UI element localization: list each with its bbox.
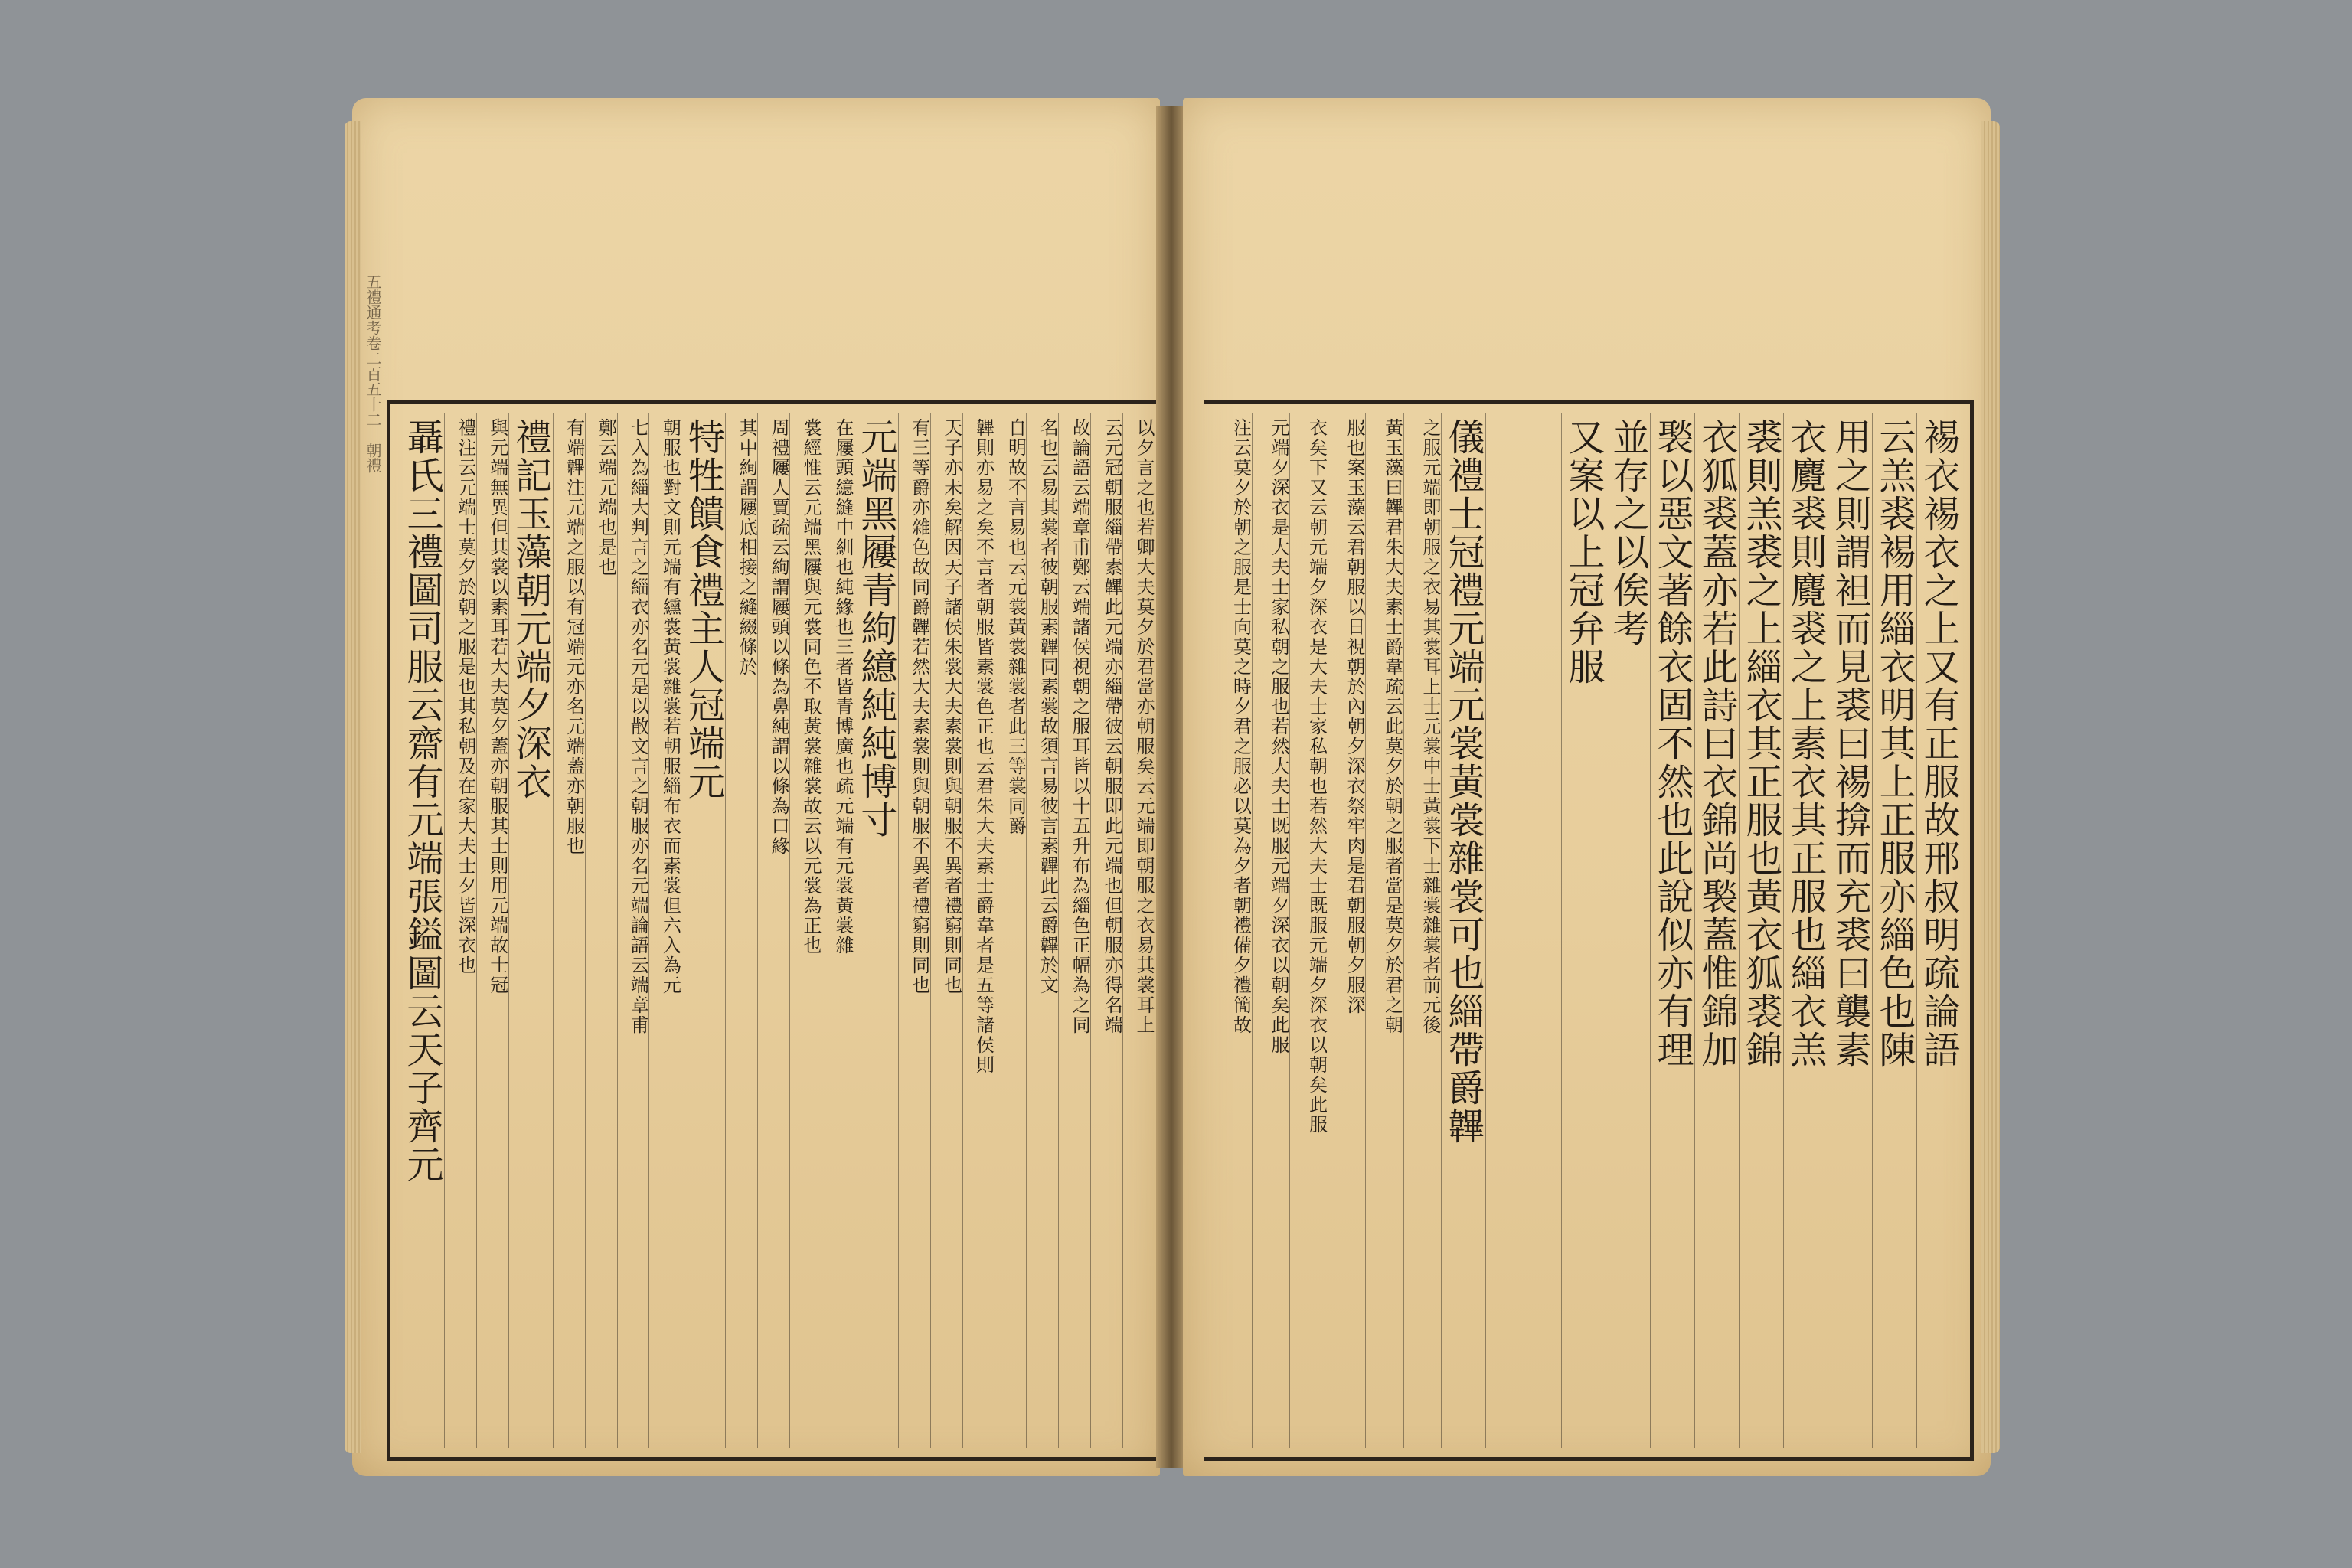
right-page-column [1485,413,1524,1448]
left-text-frame [387,400,1164,1461]
right-page-column [1524,413,1562,1448]
right-page-column: 元端夕深衣是大夫士家私朝之服也若然大夫士既服元端夕深衣以朝矣此服 [1252,413,1290,1448]
left-page-column: 以夕言之也若卿大夫莫夕於君當亦朝服矣云元端即朝服之衣易其裳耳上 [1122,413,1155,1448]
right-page-column: 衣狐裘蓋亦若此詩曰衣錦尚褧蓋惟錦加 [1694,413,1739,1448]
right-page-column: 並存之以俟考 [1606,413,1650,1448]
left-page-column: 云元冠朝服緇帶素韠此元端亦緇帶彼云朝服即此元端也但朝服亦得名端 [1090,413,1122,1448]
left-edge-label: 五禮通考卷二百五十二 朝禮 [364,274,382,473]
right-page-column: 衣麑裘則麑裘之上素衣其正服也緇衣羔 [1783,413,1828,1448]
left-page-column: 與元端無異但其裳以素耳若大夫莫夕蓋亦朝服其士則用元端故士冠 [476,413,508,1448]
right-page-column: 黃玉藻曰韠君朱大夫素士爵韋疏云此莫夕於朝之服者當是莫夕於君之朝 [1365,413,1403,1448]
right-page-column: 裼衣裼衣之上又有正服故邢叔明疏論語 [1916,413,1961,1448]
right-page-edges [1981,121,2000,1453]
right-text-columns [1214,413,1961,1448]
right-page-column: 褧以惡文著餘衣固不然也此說似亦有理 [1650,413,1694,1448]
left-page-column: 有端韠注元端之服以有冠端元亦名元端蓋亦朝服也 [553,413,585,1448]
left-page-column: 周禮屨人賈疏云絇謂屨頭以條為鼻純謂以條為口緣 [757,413,789,1448]
left-page-column: 七入為緇大判言之緇衣亦名元是以散文言之朝服亦名元端論語云端章甫 [617,413,649,1448]
right-page-column: 又案以上冠弁服 [1561,413,1606,1448]
right-page-column: 用之則謂袒而見裘曰裼揜而充裘曰襲素 [1828,413,1872,1448]
left-page-column: 其中絢謂屨底相接之縫綴條於 [725,413,757,1448]
right-page-column: 注云莫夕於朝之服是士向莫之時夕君之服必以莫為夕者朝禮備夕禮簡故 [1214,413,1252,1448]
right-text-frame [1204,400,1974,1461]
left-page [352,98,1160,1476]
left-page-column: 裳經惟云元端黑屨與元裳同色不取黃裳雜裳故云以元裳為正也 [789,413,822,1448]
left-page-column: 名也云易其裳者彼朝服素韠同素裳故須言易彼言素韠此云爵韠於文 [1026,413,1058,1448]
left-page-column: 有三等爵亦雜色故同爵韠若然大夫素裳則與朝服不異者禮窮則同也 [898,413,930,1448]
right-page-column: 之服元端即朝服之衣易其裳耳上士元裳中士黃裳下士雜裳雜裳者前元後 [1403,413,1442,1448]
left-text-columns [400,413,1155,1448]
left-page-column: 特牲饋食禮主人冠端元 [681,413,725,1448]
open-book [352,98,1991,1476]
left-page-column: 韠則亦易之矣不言者朝服皆素裳色正也云君朱大夫素士爵韋者是五等諸侯則 [962,413,995,1448]
book-spine [1156,106,1187,1468]
right-page-column: 裘則羔裘之上緇衣其正服也黃衣狐裘錦 [1739,413,1783,1448]
left-page-column: 聶氏三禮圖司服云齋有元端張鎰圖云天子齊元 [400,413,444,1448]
left-page-column: 禮注云元端士莫夕於朝之服是也其私朝及在家大夫士夕皆深衣也 [444,413,476,1448]
right-page-column: 服也案玉藻云君朝服以日視朝於內朝夕深衣祭牢肉是君朝服朝夕服深 [1328,413,1366,1448]
right-page-column: 云羔裘裼用緇衣明其上正服亦緇色也陳 [1872,413,1916,1448]
right-page-column: 衣矣下又云朝元端夕深衣是大夫士家私朝也若然大夫士既服元端夕深衣以朝矣此服 [1289,413,1328,1448]
left-page-column: 故論語云端章甫鄭云端諸侯視朝之服耳皆以十五升布為緇色正幅為之同 [1058,413,1090,1448]
left-page-column: 天子亦未矣解因天子諸侯朱裳大夫素裳則與朝服不異者禮窮則同也 [930,413,962,1448]
left-page-column: 鄭云端元端也是也 [585,413,617,1448]
left-page-column: 朝服也對文則元端有纁裳黃裳雜裳若朝服緇布衣而素裳但六入為元 [648,413,681,1448]
right-page [1183,98,1991,1476]
left-page-column: 自明故不言易也云元裳黃裳雜裳者此三等裳同爵 [995,413,1027,1448]
left-page-column: 禮記玉藻朝元端夕深衣 [508,413,553,1448]
right-page-column: 儀禮士冠禮元端元裳黃裳雜裳可也緇帶爵韠 [1441,413,1485,1448]
left-page-column: 元端黑屨青絇繶純純博寸 [854,413,898,1448]
left-page-column: 在屨頭繶縫中紃也純緣也三者皆青博廣也疏元端有元裳黃裳雜 [822,413,854,1448]
